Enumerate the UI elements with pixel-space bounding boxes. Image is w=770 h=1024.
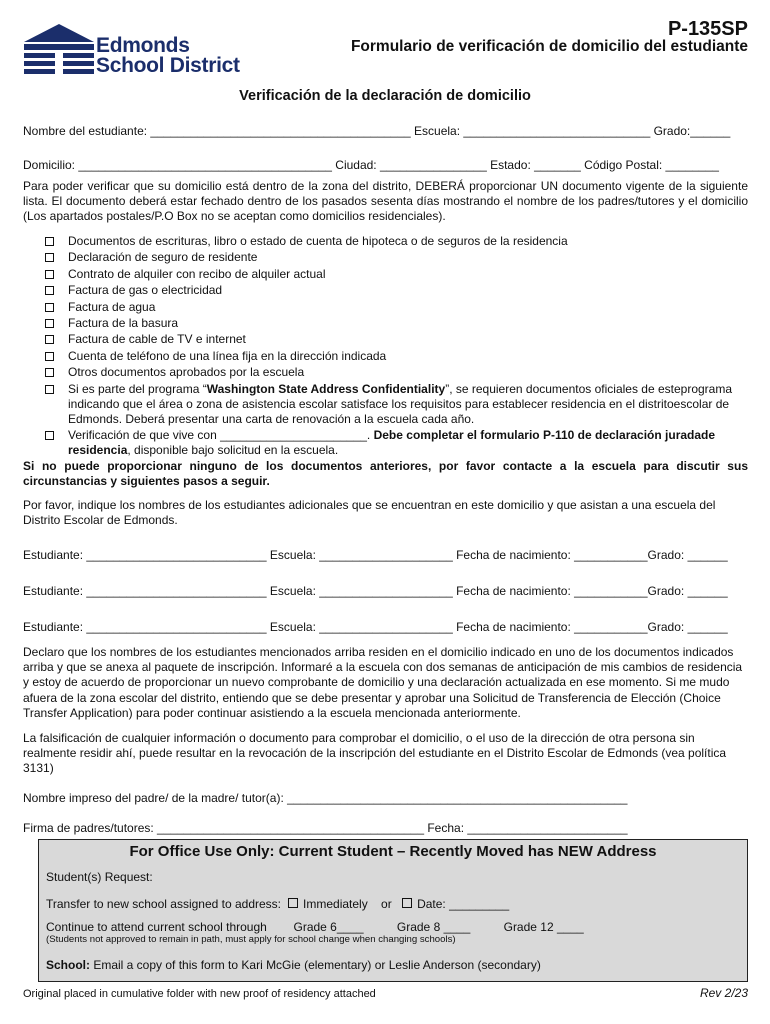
document-checklist [45, 234, 749, 459]
additional-student-row[interactable]: Estudiante: ___________________________ Escuela: ____________________ Fecha de nacimiento: ___________Grado: ______ [23, 620, 728, 634]
checklist-item[interactable] [45, 382, 749, 428]
checklist-item[interactable] [45, 267, 749, 283]
continue-line[interactable]: Continue to attend current school through Grade 6____ Grade 8 ____ Grade 12 ____ [46, 920, 584, 934]
checkbox-icon[interactable] [45, 385, 54, 394]
office-use-title: For Office Use Only: Current Student – Recently Moved has NEW Address [129, 843, 657, 860]
date-option[interactable]: Date: _________ [417, 897, 510, 911]
checkbox-icon[interactable] [45, 368, 54, 377]
checklist-item[interactable] [45, 283, 749, 299]
logo-text [96, 36, 240, 76]
program-name: Washington State Address Confidentiality [206, 381, 446, 396]
checkbox-icon[interactable] [402, 898, 412, 908]
checklist-label: Documentos de escrituras, libro o estado de cuenta de hipoteca o de seguros de la residencia [68, 234, 568, 248]
additional-student-row[interactable]: Estudiante: ___________________________ Escuela: ____________________ Fecha de nacimiento: ___________Grado: ______ [23, 548, 728, 562]
checklist-label: Otros documentos aprobados por la escuela [68, 365, 305, 380]
additional-students-intro: Por favor, indique los nombres de los estudiantes adicionales que se encuentran en este domicilio y que asistan a una escuela del Distrito Escolar de Edmonds. [23, 498, 716, 528]
student-info-line[interactable]: Nombre del estudiante: _______________________________________ Escuela: ____________________________ Grado:______ [23, 124, 731, 138]
logo-line-1: Edmonds [96, 34, 190, 57]
continue-note: (Students not approved to remain in path, must apply for school change when changing schools) [46, 934, 456, 945]
intro-paragraph: Para poder verificar que su domicilio está dentro de la zona del distrito, DEBERÁ proporcionar UN documento vigente de la siguiente lista. El documento deberá estar fechado dentro de los pasados sesenta días mostrando el nombre de los padres/tutores y el domicilio (Los apartados postales/P.O Box no se aceptan como domicilios residenciales). [23, 179, 748, 224]
address-line[interactable]: Domicilio: ______________________________________ Ciudad: ________________ Estado: _______ Código Postal: ________ [23, 158, 719, 172]
checklist-label: Contrato de alquiler con recibo de alquiler actual [68, 266, 326, 281]
transfer-line: Transfer to new school assigned to address: Immediately or Date: _________ [46, 897, 510, 911]
immediately-option[interactable]: Immediately [303, 897, 368, 911]
footer-note: Original placed in cumulative folder with new proof of residency attached [23, 988, 376, 1000]
warning-paragraph: Si no puede proporcionar ninguno de los documentos anteriores, por favor contacte a la escuela para discutir sus circunstancias y siguientes pasos a seguir. [23, 459, 748, 489]
signature-line[interactable]: Firma de padres/tutores: ________________________________________ Fecha: ________________________ [23, 821, 628, 835]
checkbox-icon[interactable] [45, 286, 54, 295]
affidavit-note: Debe completar el formulario P-110 de declaración juradade residencia [68, 427, 716, 458]
section-title: Verificación de la declaración de domicilio [239, 88, 531, 104]
form-title: Formulario de verificación de domicilio del estudiante [350, 38, 748, 55]
checkbox-icon[interactable] [45, 335, 54, 344]
school-instruction: School: Email a copy of this form to Kari McGie (elementary) or Leslie Anderson (secondary) [46, 958, 541, 972]
checkbox-icon[interactable] [45, 270, 54, 279]
declaration-paragraph: Declaro que los nombres de los estudiantes mencionados arriba residen en el domicilio indicado en uno de los documentos indicados arriba y que se anexa al paquete de inscripción. Informaré a la escuela con dos semanas de anticipación de mis cambios de residencia y estoy de acuerdo de proporcionar un nuevo comprobante de domicilio y una declaración actualizada en ese momento. Si me mudo afuera de la zona escolar del distrito, entiendo que se debe presentar y aprobar una Solicitud de Transferencia de Elección (Choice Transfer Application) para poder continuar asistiendo a la escuela mencionada anteriormente. [23, 645, 743, 720]
checkbox-icon[interactable] [45, 237, 54, 246]
checklist-label: Factura de agua [68, 299, 156, 314]
checklist-label: Factura de cable de TV e internet [68, 332, 246, 347]
checklist-item[interactable] [45, 250, 749, 266]
checkbox-icon[interactable] [45, 253, 54, 262]
checklist-label: Verificación de que vive con ______________________. Debe completar el formulario P-110 de declaración juradade residencia, disponible bajo solicitud en la escuela. [68, 427, 716, 458]
logo-line-2: School District [96, 54, 240, 77]
checklist-item[interactable] [45, 316, 749, 332]
checkbox-icon[interactable] [45, 319, 54, 328]
checkbox-icon[interactable] [45, 352, 54, 361]
office-use-box [38, 839, 748, 982]
revision-label: Rev 2/23 [699, 986, 748, 1000]
checklist-label: Declaración de seguro de residente [68, 250, 258, 265]
checkbox-icon[interactable] [45, 431, 54, 440]
printed-name-line[interactable]: Nombre impreso del padre/ de la madre/ tutor(a): ___________________________________________________ [23, 791, 628, 805]
checklist-label: Si es parte del programa “Washington State Address Confidentiality”, se requieren documentos oficiales de esteprograma indicando que el área o zona de asistencia escolar satisface los requisitos para establecer residencia en el distritoescolar de Edmonds. Deberá presentar una carta de renovación a la escuela cada año. [68, 381, 733, 427]
checklist-item[interactable] [45, 428, 749, 459]
student-request-label: Student(s) Request: [46, 870, 153, 884]
checklist-item[interactable] [45, 234, 749, 250]
checkbox-icon[interactable] [45, 303, 54, 312]
checklist-item[interactable] [45, 349, 749, 365]
form-code: P-135SP [667, 18, 748, 40]
checklist-label: Cuenta de teléfono de una línea fija en la dirección indicada [68, 348, 387, 363]
checklist-label: Factura de gas o electricidad [68, 283, 223, 298]
checkbox-icon[interactable] [288, 898, 298, 908]
checklist-item[interactable] [45, 332, 749, 348]
additional-student-row[interactable]: Estudiante: ___________________________ Escuela: ____________________ Fecha de nacimiento: ___________Grado: ______ [23, 584, 728, 598]
checklist-item[interactable] [45, 365, 749, 381]
checklist-label: Factura de la basura [68, 316, 179, 331]
falsification-paragraph: La falsificación de cualquier información o documento para comprobar el domicilio, o el uso de la dirección de otra persona sin realmente residir ahí, puede resultar en la revocación de la inscripción del estudiante en el Distrito Escolar de Edmonds (vea política 3131) [23, 731, 727, 776]
checklist-item[interactable] [45, 300, 749, 316]
